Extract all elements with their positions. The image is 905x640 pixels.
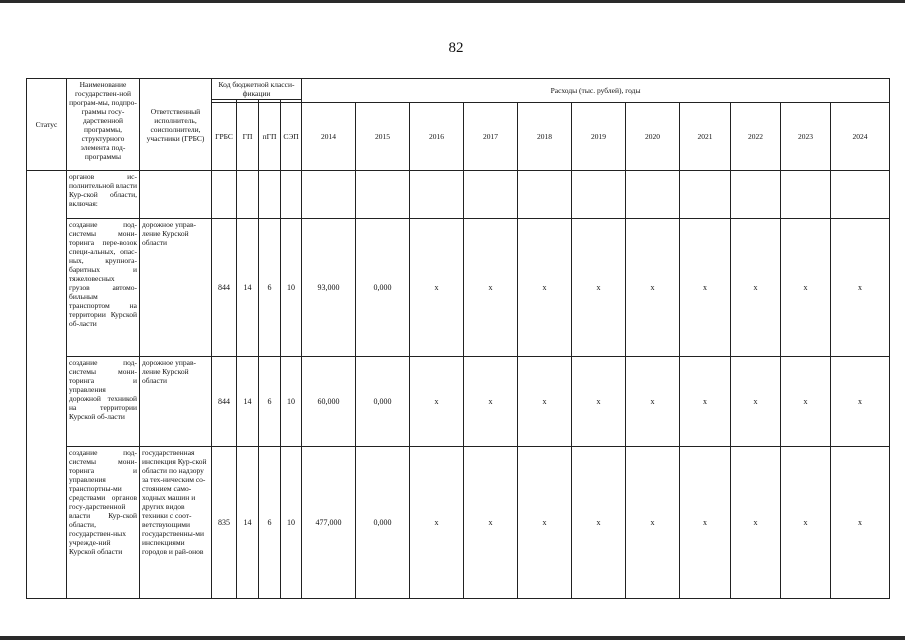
row-name: создание под-системы мони-торинга и управления транспортны-ми средствами органов госу-дарственной власти Кур-ской области, государствен-ных учрежде-ний Курской области — [67, 447, 140, 599]
page-number: 82 — [448, 40, 464, 56]
status-cell — [27, 171, 67, 599]
row-code-grbs: 844 — [212, 219, 237, 357]
row-value: x — [781, 219, 831, 357]
row-value: x — [572, 357, 626, 447]
row-value: x — [572, 447, 626, 599]
row-value: x — [731, 357, 781, 447]
row-value: 93,000 — [302, 219, 356, 357]
row-code-pgp: 6 — [259, 219, 281, 357]
header-status: Статус — [27, 79, 67, 171]
row-code-sep: 10 — [281, 447, 302, 599]
header-year: 2020 — [626, 103, 680, 171]
row-value — [680, 171, 731, 219]
row-value: x — [831, 357, 890, 447]
row-responsible: дорожное управ-ление Курской области — [140, 357, 212, 447]
row-value: x — [781, 447, 831, 599]
row-name: органов ис-полнительной власти Кур-ской области, включая: — [67, 171, 140, 219]
row-value: x — [781, 357, 831, 447]
row-responsible — [140, 171, 212, 219]
row-value: x — [680, 219, 731, 357]
row-value: 0,000 — [356, 219, 410, 357]
header-year: 2015 — [356, 103, 410, 171]
row-value: x — [518, 219, 572, 357]
header-expenses: Расходы (тыс. рублей), годы — [302, 79, 890, 103]
table-row — [27, 357, 890, 447]
row-value: x — [464, 447, 518, 599]
scan-top-edge — [0, 0, 905, 3]
row-code-gp — [237, 171, 259, 219]
row-value: x — [518, 357, 572, 447]
row-code-grbs — [212, 171, 237, 219]
row-value — [831, 171, 890, 219]
row-responsible: государственная инспекция Кур-ской области по надзору за тех-ническим со-стоянием само-ходных машин и других видов техники с соот-ветствующими государственны-ми инспекциями городов и рай-онов — [140, 447, 212, 599]
header-year: 2024 — [831, 103, 890, 171]
row-value: x — [626, 219, 680, 357]
row-value — [464, 171, 518, 219]
header-responsible: Ответственный исполнитель, соисполнители, участники (ГРБС) — [140, 79, 212, 171]
row-name: создание под-системы мони-торинга пере-возок специ-альных, опас-ных, крупнога-баритных и тяжеловесных грузов автомо-бильным транспортом на территории Курской об-ласти — [67, 219, 140, 357]
row-name: создание под-системы мони-торинга и управления дорожной техникой на территории Курской об-ласти — [67, 357, 140, 447]
row-code-grbs: 835 — [212, 447, 237, 599]
row-value: x — [464, 219, 518, 357]
row-value — [518, 171, 572, 219]
row-value: x — [680, 447, 731, 599]
row-value — [356, 171, 410, 219]
row-value: x — [626, 447, 680, 599]
row-code-pgp: 6 — [259, 357, 281, 447]
budget-table — [26, 78, 890, 599]
table-row — [27, 171, 890, 219]
row-value: x — [831, 447, 890, 599]
header-year: 2016 — [410, 103, 464, 171]
header-year: 2017 — [464, 103, 518, 171]
row-value: 0,000 — [356, 447, 410, 599]
header-code-grbs: ГРБС — [212, 103, 237, 171]
header-budget-code: Код бюджетной класси-фикации — [212, 79, 302, 100]
row-value: x — [731, 447, 781, 599]
row-value: x — [731, 219, 781, 357]
table-row — [27, 447, 890, 599]
row-code-grbs: 844 — [212, 357, 237, 447]
row-value — [410, 171, 464, 219]
header-year: 2021 — [680, 103, 731, 171]
row-value — [626, 171, 680, 219]
header-code-gp: ГП — [237, 103, 259, 171]
row-value — [781, 171, 831, 219]
header-row-top — [27, 79, 890, 100]
row-value: x — [410, 447, 464, 599]
row-value: x — [410, 357, 464, 447]
row-code-pgp: 6 — [259, 447, 281, 599]
row-value: x — [680, 357, 731, 447]
row-value — [731, 171, 781, 219]
row-code-sep — [281, 171, 302, 219]
row-responsible: дорожное управ-ление Курской области — [140, 219, 212, 357]
header-year: 2019 — [572, 103, 626, 171]
scan-bottom-edge — [0, 636, 905, 640]
row-code-sep: 10 — [281, 357, 302, 447]
table-row — [27, 219, 890, 357]
row-value: 477,000 — [302, 447, 356, 599]
row-value: x — [518, 447, 572, 599]
row-value: x — [464, 357, 518, 447]
header-code-pgp: пГП — [259, 103, 281, 171]
row-code-gp: 14 — [237, 447, 259, 599]
row-value — [572, 171, 626, 219]
header-year: 2014 — [302, 103, 356, 171]
row-value: x — [410, 219, 464, 357]
row-code-pgp — [259, 171, 281, 219]
row-value: x — [831, 219, 890, 357]
row-value: x — [626, 357, 680, 447]
row-code-sep: 10 — [281, 219, 302, 357]
row-code-gp: 14 — [237, 357, 259, 447]
header-year: 2018 — [518, 103, 572, 171]
header-code-sep: СЭП — [281, 103, 302, 171]
row-value: 60,000 — [302, 357, 356, 447]
row-value — [302, 171, 356, 219]
header-name: Наименование государствен-ной програм-мы, подпро-граммы госу-дарственной программы, структурного элемента под-программы — [67, 79, 140, 171]
row-code-gp: 14 — [237, 219, 259, 357]
row-value: x — [572, 219, 626, 357]
header-year: 2023 — [781, 103, 831, 171]
row-value: 0,000 — [356, 357, 410, 447]
header-year: 2022 — [731, 103, 781, 171]
